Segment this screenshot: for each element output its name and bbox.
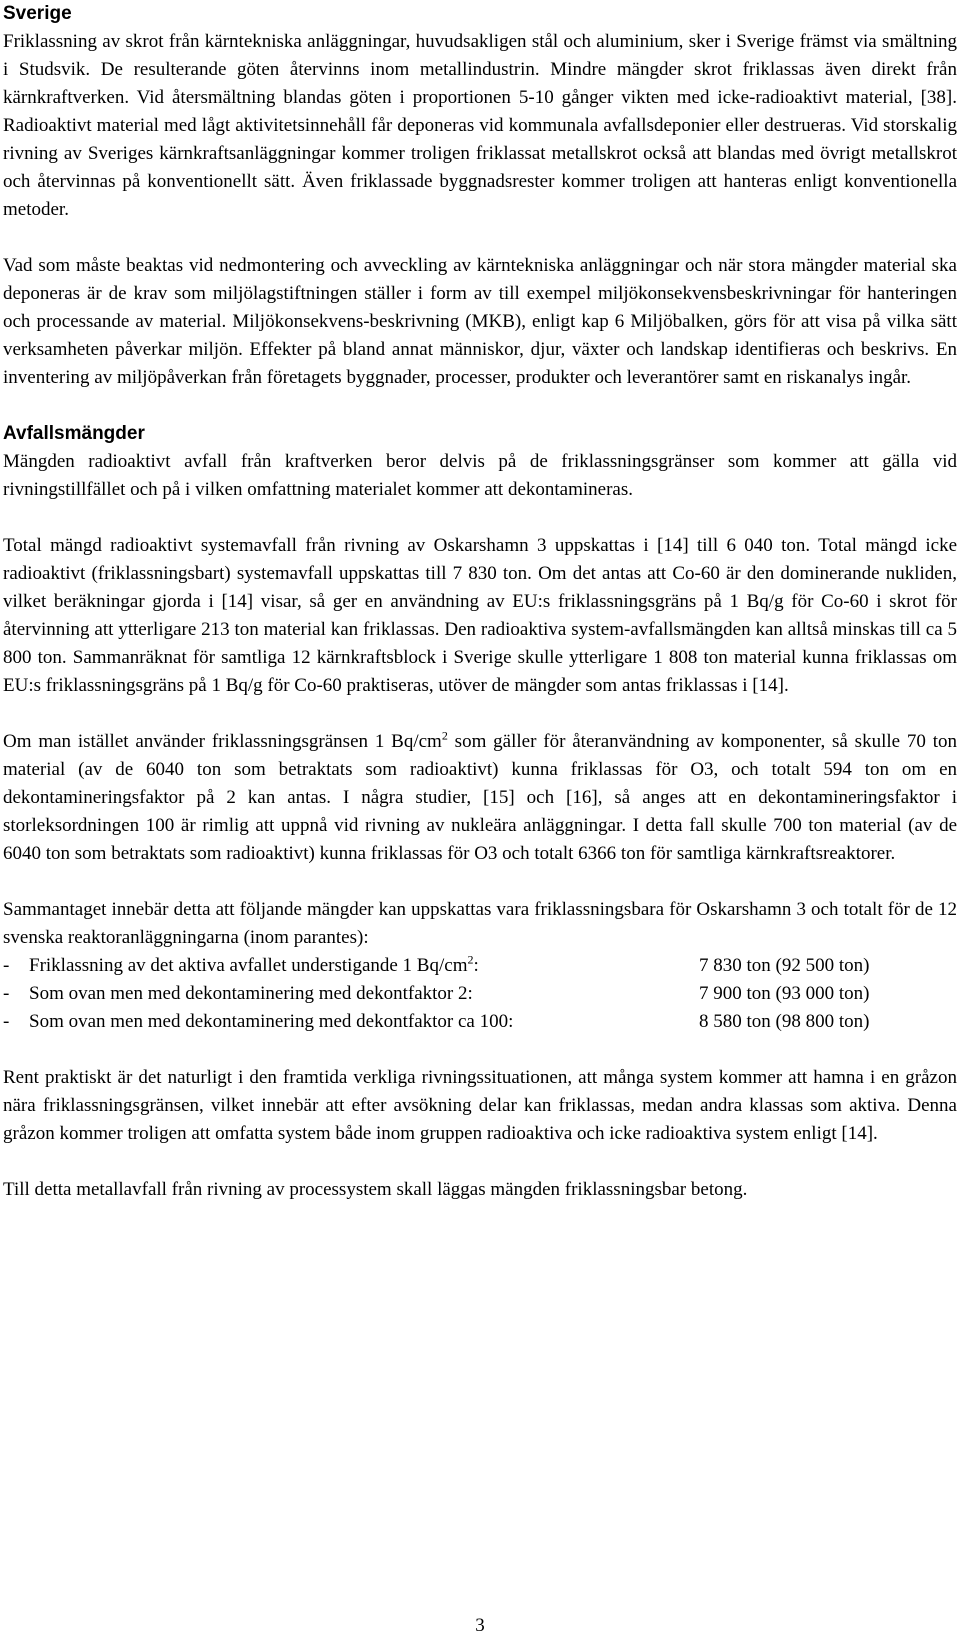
superscript-2: 2 [441, 728, 448, 743]
paragraph-avfall-2: Total mängd radioaktivt systemavfall från rivning av Oskarshamn 3 uppskattas i [14] till 6 040 ton. Total mängd icke radioaktivt (friklassningsbart) systemavfall uppskattas till 7 830 ton. Om det antas att Co-60 är den dominerande nukliden, vilket beräkningar gjorda i [14] visar, så ger en användning av EU:s friklassningsgräns på 1 Bq/g för Co-60 i skrot för återvinning att ytterligare 213 ton material kan friklassas. Den radioaktiva system-avfallsmängden kan alltså minskas till ca 5 800 ton. Sammanräknat för samtliga 12 kärnkraftsblock i Sverige skulle ytterligare 1 808 ton material kunna friklassas om EU:s friklassningsgräns på 1 Bq/g för Co-60 praktiseras, utöver de mängder som antas friklassas i [14]. [3, 535, 957, 696]
paragraph-avfall-5: Rent praktiskt är det naturligt i den framtida verkliga rivningssituationen, att många system kommer att hamna i en gråzon nära friklassningsgränsen, vilket innebär att efter avsökning delar kan friklassas, medan andra klassas som aktiva. Denna gråzon kommer troligen att omfatta system både inom gruppen radioaktiva och icke radioaktiva system enligt [14]. [3, 1067, 957, 1144]
paragraph-avfall-1: Mängden radioaktivt avfall från kraftverken beror delvis på de friklassningsgränser som kommer att gälla vid rivningstillfället och på i vilken omfattning materialet kommer att dekontamineras. [3, 451, 957, 500]
amounts-list [3, 952, 957, 1036]
paragraph-sverige-1 [3, 28, 957, 224]
paragraph-avfall-3 [3, 728, 957, 868]
list-item-sup: 2 [467, 952, 474, 967]
paragraph-avfall-3b: som gäller för återanvändning av komponenter, så skulle 70 ton material (av de 6040 ton som betraktats som radioaktivt) kunna friklassas för O3, och totalt 594 ton om en dekontamineringsfaktor på 2 kan antas. I några studier, [15] och [16], så anges att en dekontamineringsfaktor i storleksordningen 100 är rimlig att uppnå vid rivning av nukleära anläggningar. I detta fall skulle 700 ton material (av de 6040 ton som betraktats som radioaktivt) kunna friklassas för O3 och totalt 6366 ton för samtliga kärnkraftsreaktorer. [3, 731, 958, 864]
list-dash: - [3, 955, 10, 976]
list-item-tail: : [473, 955, 479, 976]
list-item-label: Friklassning av det aktiva avfallet understigande 1 Bq/cm [29, 955, 468, 976]
list-item-text [29, 980, 699, 1008]
list-item [3, 980, 957, 1008]
list-item-amount: 8 580 ton (98 800 ton) [699, 1011, 870, 1032]
paragraph-sverige-1a: Friklassning av skrot från kärntekniska anläggningar, huvudsakligen stål och aluminium, sker i Sverige främst via smältning i Studsvik. De resulterande göten återvinns inom metallindustrin. Mindre mängder skrot friklassas även direkt från kärnkraftverken. Vid återsmältning blandas göten i proportionen 5-10 gånger vikten med icke-radioaktivt material, [38]. Radioaktivt material med lågt aktivitetsinnehåll får deponeras vid kommunala avfallsdeponier eller destrueras. [3, 31, 957, 136]
list-item [3, 952, 957, 980]
list-item [3, 1008, 957, 1036]
paragraph-sverige-2: Vad som måste beaktas vid nedmontering och avveckling av kärntekniska anläggningar och när stora mängder material ska deponeras är de krav som miljölagstiftningen ställer i form av till exempel miljökonsekvensbeskrivningar för hanteringen och processande av material. Miljökonsekvens-beskrivning (MKB), enligt kap 6 Miljöbalken, görs för att visa på vilka sätt verksamheten påverkar miljön. Effekter på bland annat människor, djur, växter och landskap identifieras och beskrivs. En inventering av miljöpåverkan från företagets byggnader, processer, produkter och leverantörer samt en riskanalys ingår. [3, 255, 957, 388]
heading-avfallsmangder: Avfallsmängder [3, 423, 145, 444]
list-item-label: Som ovan men med dekontaminering med dekontfaktor 2: [29, 983, 473, 1004]
list-item-amount: 7 830 ton (92 500 ton) [699, 955, 870, 976]
page-number: 3 [475, 1615, 485, 1636]
list-dash: - [3, 983, 10, 1004]
list-dash: - [3, 1011, 10, 1032]
paragraph-avfall-3a: Om man istället använder friklassningsgränsen 1 Bq/cm [3, 731, 442, 752]
list-item-label: Som ovan men med dekontaminering med dekontfaktor ca 100: [29, 1011, 514, 1032]
paragraph-avfall-6: Till detta metallavfall från rivning av processystem skall läggas mängden friklassningsbar betong. [3, 1179, 748, 1200]
paragraph-sverige-1b: Vid storskalig rivning av Sveriges kärnkraftsanläggningar kommer troligen friklassat metallskrot också att blandas med övrigt metallskrot och återvinnas på konventionellt sätt. Även friklassade byggnadsrester kommer troligen att hanteras enligt konventionella metoder. [3, 115, 957, 220]
list-item-text [29, 952, 699, 980]
list-item-amount: 7 900 ton (93 000 ton) [699, 983, 870, 1004]
list-item-text [29, 1008, 699, 1036]
heading-sverige: Sverige [3, 3, 72, 24]
paragraph-avfall-4: Sammantaget innebär detta att följande mängder kan uppskattas vara friklassningsbara för Oskarshamn 3 och totalt för de 12 svenska reaktoranläggningarna (inom parantes): [3, 899, 957, 948]
